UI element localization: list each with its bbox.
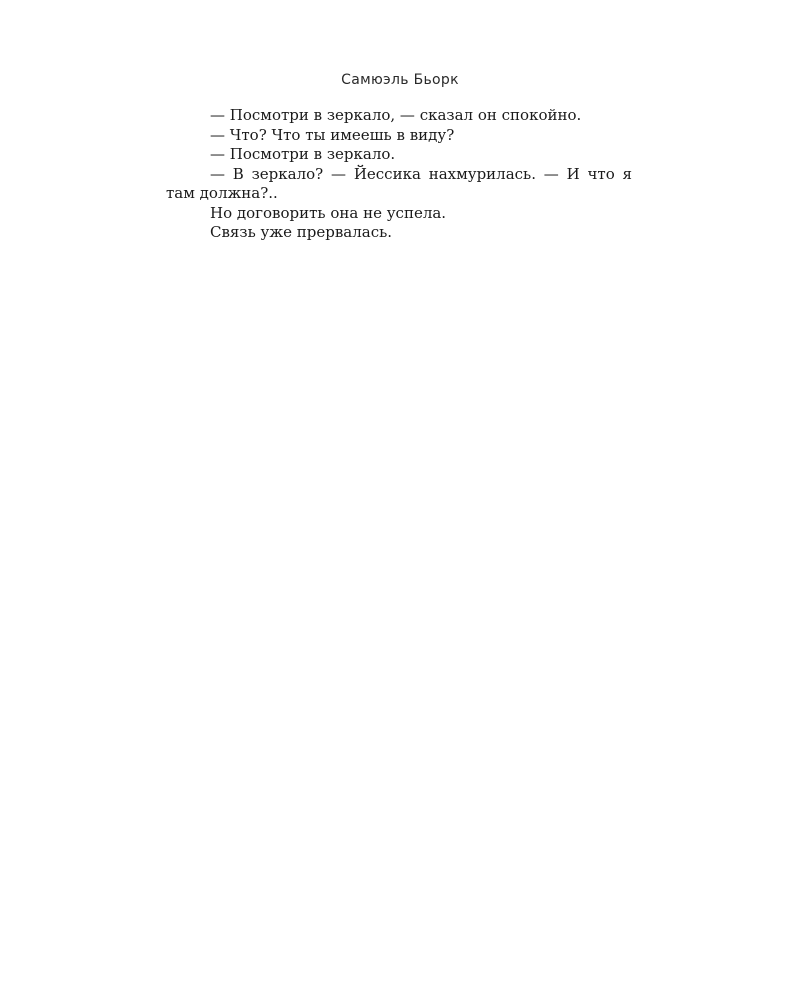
paragraph: Связь уже прервалась. [210, 223, 393, 241]
paragraph: — Что? Что ты имеешь в виду? [210, 125, 455, 144]
paragraph: — Посмотри в зеркало, — сказал он спокойно. [210, 106, 582, 124]
running-head-author: Самюэль Бьорк [341, 72, 459, 88]
body-text [166, 106, 632, 243]
paragraph: Но договорить она не успела. [210, 203, 447, 222]
paragraph: — Посмотри в зеркало. [210, 145, 396, 163]
paragraph: — В зеркало? — Йессика нахмурилась. — И что я там должна?.. [166, 164, 632, 202]
